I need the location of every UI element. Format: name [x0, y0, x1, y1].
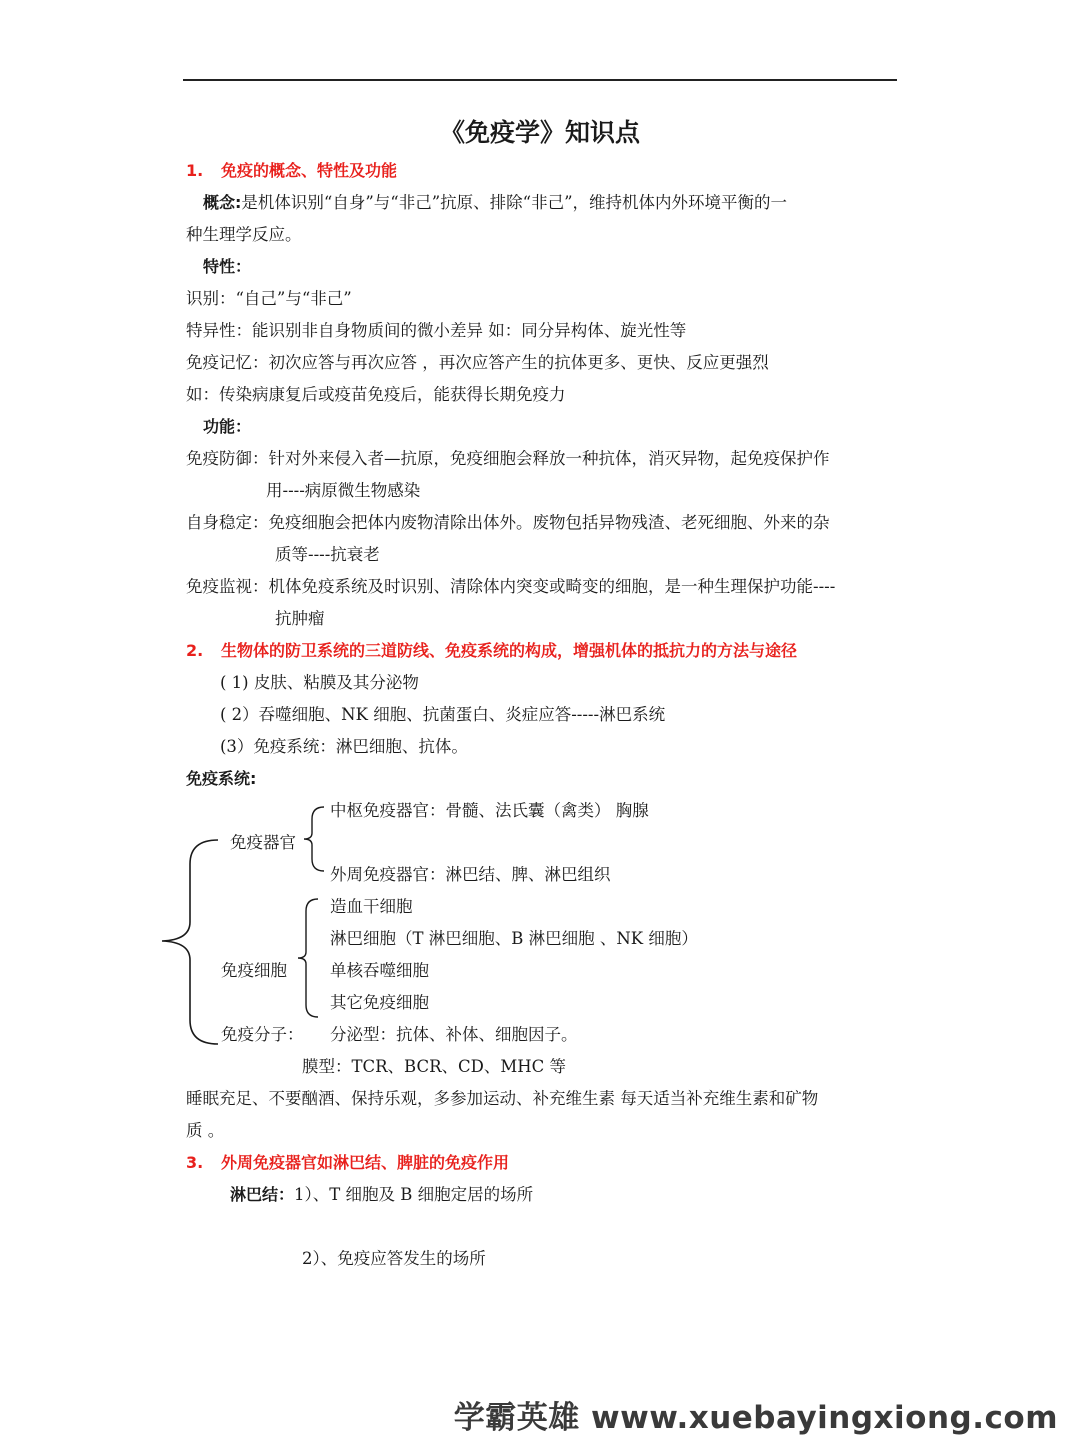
lymph-node-line: 淋巴结：1）、T 细胞及 B 细胞定居的场所 [230, 1185, 534, 1204]
traits-label: 特性： [203, 257, 252, 276]
function-item-continuation: 质等----抗衰老 [275, 545, 380, 564]
lymph-node-item-2: 2）、免疫应答发生的场所 [302, 1249, 486, 1268]
concept-line-1: 概念:是机体识别“自身”与“非己”抗原、排除“非己”，维持机体内外环境平衡的一 [203, 193, 788, 212]
immune-cell-item: 其它免疫细胞 [330, 993, 429, 1012]
immune-organs-label: 免疫器官 [230, 833, 296, 852]
watermark: 学霸英雄 www.xuebayingxiong.com [453, 1400, 1058, 1436]
secreted-molecules: 分泌型：抗体、补体、细胞因子。 [330, 1025, 578, 1044]
tips-line-2: 质 。 [186, 1121, 225, 1140]
outer-brace [160, 838, 220, 1048]
section-1-heading: 1. 免疫的概念、特性及功能 [186, 161, 398, 180]
immune-cell-item: 造血干细胞 [330, 897, 413, 916]
tips-line-1: 睡眠充足、不要酗酒、保持乐观，多参加运动、补充维生素 每天适当补充维生素和矿物 [186, 1089, 819, 1108]
trait-item: 特异性：能识别非自身物质间的微小差异 如：同分异构体、旋光性等 [186, 321, 687, 340]
trait-item: 如：传染病康复后或疫苗免疫后，能获得长期免疫力 [186, 385, 566, 404]
functions-label: 功能： [203, 417, 252, 436]
defense-line: (3）免疫系统：淋巴细胞、抗体。 [220, 737, 468, 756]
defense-line: ( 2）吞噬细胞、NK 细胞、抗菌蛋白、炎症应答-----淋巴系统 [220, 705, 666, 724]
trait-item: 识别：“自己”与“非己” [186, 289, 352, 308]
section-3-heading: 3. 外周免疫器官如淋巴结、脾脏的免疫作用 [186, 1153, 510, 1172]
immune-cell-item: 淋巴细胞（T 淋巴细胞、B 淋巴细胞 、NK 细胞） [330, 929, 698, 948]
document-title: 《免疫学》知识点 [439, 118, 640, 147]
central-organs: 中枢免疫器官：骨髓、法氏囊（禽类） 胸腺 [330, 801, 649, 820]
function-item: 免疫防御：针对外来侵入者—抗原，免疫细胞会释放一种抗体，消灭异物，起免疫保护作 [186, 449, 830, 468]
membrane-molecules: 膜型：TCR、BCR、CD、MHC 等 [302, 1057, 567, 1076]
section-2-heading: 2. 生物体的防卫系统的三道防线、免疫系统的构成，增强机体的抵抗力的方法与途径 [186, 641, 798, 660]
immune-molecules-label: 免疫分子： [221, 1025, 304, 1044]
header-rule [183, 79, 897, 81]
immune-cells-label: 免疫细胞 [221, 961, 287, 980]
cells-brace [294, 897, 324, 1019]
defense-line: ( 1) 皮肤、粘膜及其分泌物 [220, 673, 419, 692]
organs-brace [300, 805, 330, 873]
function-item-continuation: 抗肿瘤 [275, 609, 325, 628]
function-item-continuation: 用----病原微生物感染 [266, 481, 421, 500]
immune-system-label: 免疫系统: [186, 769, 257, 788]
function-item: 自身稳定：免疫细胞会把体内废物清除出体外。废物包括异物残渣、老死细胞、外来的杂 [186, 513, 830, 532]
function-item: 免疫监视：机体免疫系统及时识别、清除体内突变或畸变的细胞，是一种生理保护功能---- [186, 577, 836, 596]
peripheral-organs: 外周免疫器官：淋巴结、脾、淋巴组织 [330, 865, 611, 884]
concept-line-2: 种生理学反应。 [186, 225, 302, 244]
trait-item: 免疫记忆：初次应答与再次应答 ，再次应答产生的抗体更多、更快、反应更强烈 [186, 353, 769, 372]
immune-cell-item: 单核吞噬细胞 [330, 961, 429, 980]
